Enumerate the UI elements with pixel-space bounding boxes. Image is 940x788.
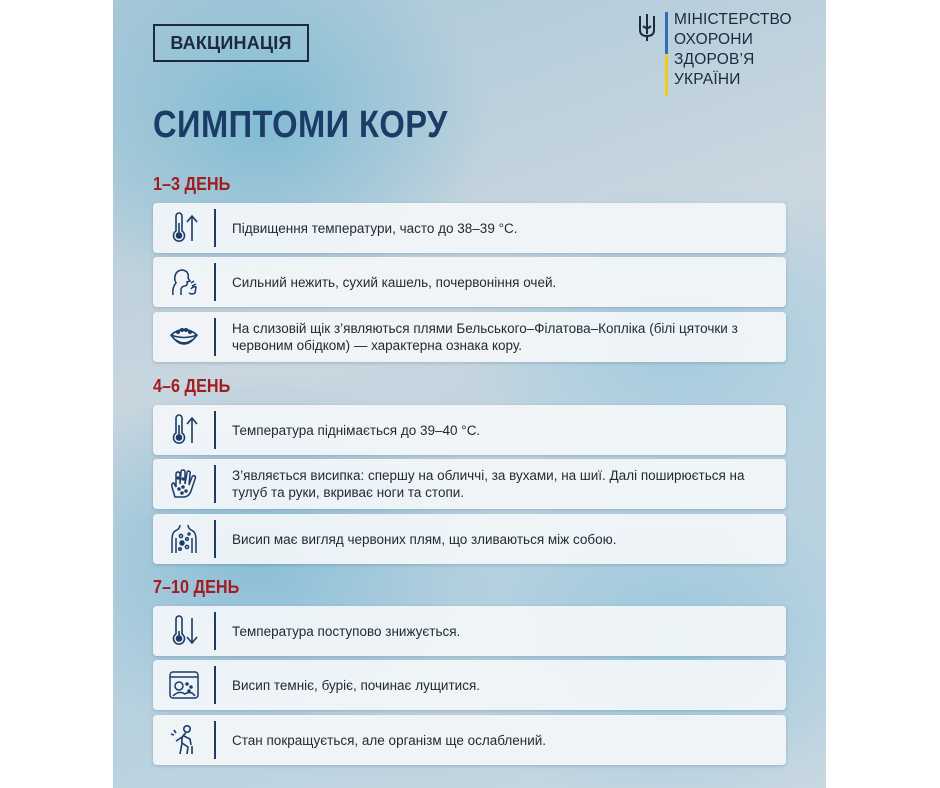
- thermometer-up-icon: [153, 411, 216, 449]
- ministry-line: УКРАЇНИ: [674, 71, 741, 88]
- section-title: 7–10 ДЕНЬ: [153, 577, 240, 597]
- weak-person-icon: [153, 721, 216, 759]
- symptom-text: На слизовій щік з’являються плями Бельського–Філатова–Копліка (білі цяточки з червоним обідком) — характерна ознака кору.: [232, 321, 738, 353]
- symptom-text: Сильний нежить, сухий кашель, почервоніння очей.: [232, 274, 557, 290]
- ministry-line: МІНІСТЕРСТВО: [674, 11, 792, 28]
- symptom-card: [153, 514, 786, 564]
- ministry-line: ОХОРОНИ: [674, 31, 754, 48]
- poster: [113, 0, 826, 788]
- symptom-card: [153, 606, 786, 656]
- thermometer-up-icon: [153, 209, 216, 247]
- ministry-logo: [637, 10, 807, 96]
- symptom-text: З’являється висипка: спершу на обличчі, за вухами, на шиї. Далі поширюється на тулуб та руки, вкриває ноги та стопи.: [232, 468, 745, 500]
- symptom-text: Стан покращується, але організм ще ослаблений.: [232, 732, 547, 748]
- ministry-line: ЗДОРОВ’Я: [674, 51, 755, 68]
- skin-peeling-icon: [153, 666, 216, 704]
- symptom-card: [153, 405, 786, 455]
- section-days-1-3: [153, 172, 786, 353]
- section-days-7-10: [153, 575, 786, 748]
- symptom-text: Підвищення температури, часто до 38–39 °C.: [232, 220, 518, 236]
- symptom-card: [153, 312, 786, 362]
- symptom-text: Висип має вигляд червоних плям, що зливаються між собою.: [232, 531, 617, 547]
- symptom-card: [153, 257, 786, 307]
- section-days-4-6: [153, 374, 786, 547]
- ministry-name: [674, 10, 792, 90]
- hand-rash-icon: [153, 465, 216, 503]
- symptom-card: [153, 660, 786, 710]
- ministry-flag-bar: [665, 12, 668, 96]
- symptom-card: [153, 203, 786, 253]
- section-title: 4–6 ДЕНЬ: [153, 376, 231, 396]
- vaccination-badge: ВАКЦИНАЦІЯ: [153, 24, 309, 62]
- thermometer-down-icon: [153, 612, 216, 650]
- symptom-text: Температура піднімається до 39–40 °C.: [232, 422, 481, 438]
- mouth-spots-icon: [153, 318, 216, 356]
- symptom-text: Температура поступово знижується.: [232, 623, 461, 639]
- torso-rash-icon: [153, 520, 216, 558]
- page-title: СИМПТОМИ КОРУ: [153, 104, 448, 146]
- symptom-card: [153, 715, 786, 765]
- symptom-card: [153, 459, 786, 509]
- section-title: 1–3 ДЕНЬ: [153, 174, 231, 194]
- trident-icon: [637, 12, 657, 42]
- symptom-text: Висип темніє, буріє, починає лущитися.: [232, 677, 481, 693]
- coughing-person-icon: [153, 263, 216, 301]
